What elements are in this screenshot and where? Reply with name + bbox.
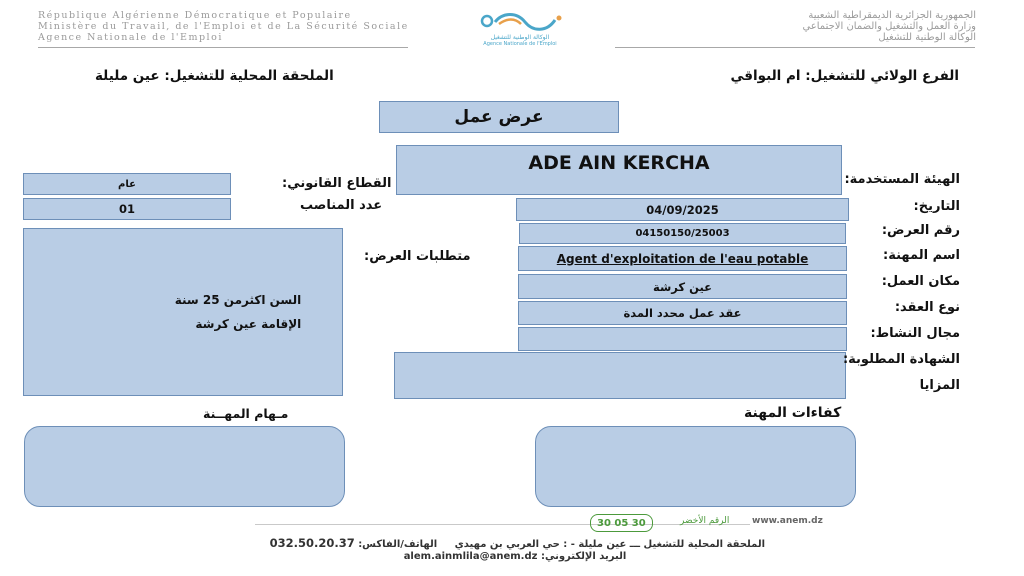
website: www.anem.dz	[752, 516, 823, 526]
header-ar-line2: وزارة العمل والتشغيل والضمان الاجتماعي	[802, 21, 976, 32]
legal-sector-box	[23, 173, 231, 195]
diploma-benefits-box	[394, 352, 846, 399]
footer-email-label: البريد الإلكتروني:	[540, 551, 627, 562]
diploma-label: الشهادة المطلوبة:	[842, 352, 960, 367]
positions-box	[23, 198, 231, 220]
logo-icon	[475, 10, 565, 34]
logo-french-text: Agence Nationale de l'Emploi	[483, 41, 557, 47]
footer-divider	[255, 524, 750, 525]
workplace-label: مكان العمل:	[881, 274, 960, 289]
header-ar-line1: الجمهورية الجزائرية الديمقراطية الشعبية	[808, 10, 976, 21]
job-box	[518, 246, 847, 271]
requirements-label: متطلبات العرض:	[364, 249, 471, 264]
anem-logo	[455, 10, 585, 50]
requirements-box	[23, 228, 343, 396]
regional-branch: الفرع الولائي للتشغيل: ام البواقي	[730, 68, 959, 84]
activity-label: مجال النشاط:	[870, 326, 960, 341]
requirement-item: السن اكثرمن 25 سنة	[174, 293, 302, 307]
header-fr-line1: République Algérienne Démocratique et Populaire	[38, 10, 352, 21]
contract-label: نوع العقد:	[894, 300, 960, 315]
header-arabic	[802, 10, 976, 43]
skills-label: كفاءات المهنة	[744, 405, 842, 421]
date-label: التاريخ:	[913, 199, 960, 214]
job-value: Agent d'exploitation de l'eau potable	[556, 251, 809, 266]
employer-box	[396, 145, 842, 195]
date-value: 04/09/2025	[646, 202, 719, 217]
contract-box	[518, 301, 847, 325]
employer-label: الهيئة المستخدمة:	[844, 172, 960, 187]
footer-email-line	[390, 551, 640, 562]
header-divider-left	[38, 47, 408, 48]
benefits-label: المزايا	[919, 378, 960, 393]
header-fr-line2: Ministère du Travail, de l'Emploi et de La Sécurité Sociale	[38, 21, 409, 32]
green-number: 30 05 30	[597, 517, 646, 529]
positions-value: 01	[118, 202, 135, 216]
positions-label: عدد المناصب	[300, 198, 383, 213]
footer-address-line	[269, 536, 765, 550]
contract-value: عقد عمل محدد المدة	[623, 306, 742, 320]
header-french	[38, 10, 409, 43]
header-ar-line3: الوكالة الوطنية للتشغيل	[878, 32, 976, 43]
offer-number-box	[519, 223, 846, 244]
workplace-value: عين كرشة	[652, 279, 713, 294]
employer-name: ADE AIN KERCHA	[528, 152, 710, 174]
legal-sector-label: القطاع القانوني:	[282, 176, 392, 191]
offer-title	[379, 101, 619, 133]
tasks-box	[24, 426, 345, 507]
footer-phone-label: الهاتف/الفاكس:	[358, 539, 438, 550]
footer-email: alem.ainmlila@anem.dz	[403, 551, 538, 562]
skills-box	[535, 426, 856, 507]
activity-box	[518, 327, 847, 351]
green-number-badge	[590, 514, 653, 532]
requirements-list	[175, 288, 302, 336]
tasks-label: مـهام المهــنة	[203, 406, 289, 421]
footer-address: الملحقة المحلية للتشغيل ـــ عين مليلة - : حي العربي بن مهيدي	[454, 539, 765, 550]
date-box	[516, 198, 849, 221]
header-fr-line3: Agence Nationale de l'Emploi	[38, 32, 223, 43]
local-branch: الملحقة المحلية للتشغيل: عين مليلة	[95, 68, 334, 84]
footer-phone: 032.50.20.37	[269, 536, 355, 550]
logo-arabic-text: الوكالة الوطنية للتشغيل	[490, 34, 550, 41]
requirement-item: الإقامة عين كرشة	[195, 317, 302, 331]
header-divider-right	[615, 47, 975, 48]
offer-number-label: رقم العرض:	[881, 223, 960, 238]
legal-sector-value: عام	[118, 178, 136, 190]
offer-number-value: 04150150/25003	[635, 228, 730, 239]
green-number-label: الرقم الأخضر	[680, 516, 730, 526]
offer-title-text: عرض عمل	[454, 107, 544, 127]
workplace-box	[518, 274, 847, 299]
job-label: اسم المهنة:	[883, 248, 960, 263]
